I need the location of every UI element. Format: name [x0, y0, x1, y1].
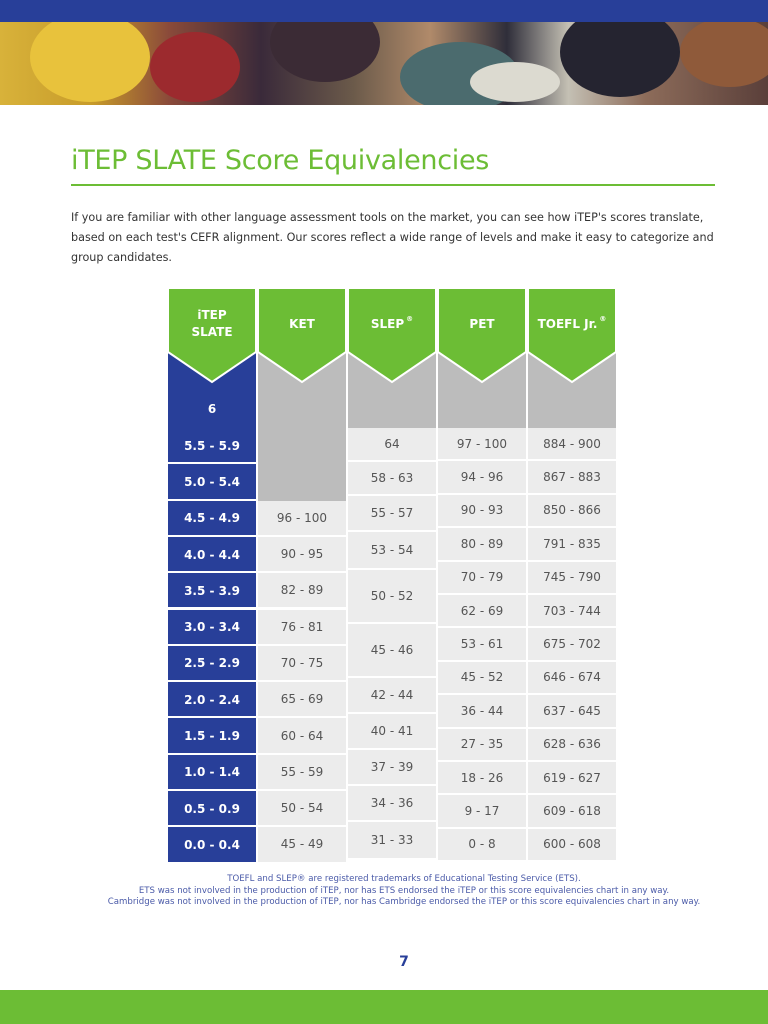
pet-score-cell: 27 - 35 [438, 729, 526, 762]
top-banner-bar [0, 0, 768, 22]
pet-score-cell: 80 - 89 [438, 528, 526, 561]
title-divider [71, 184, 715, 186]
column-header-toefl [528, 288, 616, 384]
itep-score-cell: 1.0 - 1.4 [168, 755, 256, 791]
footer-disclaimers [84, 874, 724, 909]
itep-score-cell: 0.5 - 0.9 [168, 791, 256, 827]
column-header-text: KET [289, 316, 315, 331]
slep-score-cell: 55 - 57 [348, 496, 436, 532]
pet-score-cell: 53 - 61 [438, 628, 526, 661]
column-header-label [438, 304, 526, 344]
column-header-label [348, 304, 436, 344]
column-header-text: PET [469, 316, 495, 331]
toefl-score-cell: 619 - 627 [528, 762, 616, 795]
column-header-label [168, 304, 256, 344]
pet-score-cell: 97 - 100 [438, 428, 526, 461]
column-pet [438, 288, 526, 861]
page-title: iTEP SLATE Score Equivalencies [71, 145, 490, 176]
column-header-label [528, 304, 616, 344]
pet-score-cell: 70 - 79 [438, 562, 526, 595]
score-equivalency-table [168, 288, 618, 861]
slep-score-cell: 37 - 39 [348, 750, 436, 786]
column-header-text: TOEFL Jr. [537, 316, 598, 331]
pet-score-cell: 62 - 69 [438, 595, 526, 628]
toefl-score-cell: 850 - 866 [528, 495, 616, 528]
ket-score-cell: 82 - 89 [258, 573, 346, 609]
slep-score-cell: 34 - 36 [348, 786, 436, 822]
pet-score-cell: 45 - 52 [438, 662, 526, 695]
footer-note: Cambridge was not involved in the production of iTEP, nor has Cambridge endorsed the iTEP or this score equivalencies chart in any way. [107, 897, 701, 907]
itep-score-cell: 4.5 - 4.9 [168, 501, 256, 537]
column-header-text: SLEP [370, 316, 405, 331]
slep-score-cell: 31 - 33 [348, 822, 436, 860]
itep-score-cell: 2.0 - 2.4 [168, 682, 256, 718]
itep-score-cell: 6 [207, 401, 217, 416]
toefl-score-cell: 745 - 790 [528, 562, 616, 595]
column-ket [258, 288, 346, 861]
column-itep [168, 288, 256, 861]
blank-cell [258, 428, 346, 501]
itep-score-cell: 2.5 - 2.9 [168, 646, 256, 682]
pet-score-cell: 94 - 96 [438, 461, 526, 494]
ket-score-cell: 70 - 75 [258, 646, 346, 682]
column-header-label [258, 304, 346, 344]
students-photo [0, 22, 768, 105]
slep-score-cell: 42 - 44 [348, 678, 436, 714]
itep-score-cell: 3.5 - 3.9 [168, 573, 256, 609]
ket-score-cell: 55 - 59 [258, 755, 346, 791]
toefl-score-cell: 637 - 645 [528, 695, 616, 728]
column-slep [348, 288, 436, 861]
ket-score-cell: 65 - 69 [258, 682, 346, 718]
ket-score-cell: 45 - 49 [258, 827, 346, 863]
itep-score-cell: 0.0 - 0.4 [168, 827, 256, 863]
toefl-score-cell: 791 - 835 [528, 528, 616, 561]
ket-score-cell: 50 - 54 [258, 791, 346, 827]
pet-score-cell: 0 - 8 [438, 829, 526, 862]
toefl-score-cell: 646 - 674 [528, 662, 616, 695]
column-header-slep [348, 288, 436, 384]
column-toefl [528, 288, 616, 861]
slep-score-cell: 50 - 52 [348, 570, 436, 624]
slep-score-cell: 45 - 46 [348, 624, 436, 678]
slep-score-cell: 53 - 54 [348, 532, 436, 570]
column-header-pet [438, 288, 526, 384]
registered-mark: ® [406, 314, 414, 323]
ket-score-cell: 60 - 64 [258, 718, 346, 754]
bottom-banner-bar [0, 990, 768, 1024]
page-number: 7 [399, 954, 409, 970]
footer-note: ETS was not involved in the production of iTEP, nor has ETS endorsed the iTEP or this score equivalencies chart in any way. [138, 885, 670, 896]
toefl-score-cell: 703 - 744 [528, 595, 616, 628]
pet-score-cell: 18 - 26 [438, 762, 526, 795]
ket-score-cell: 76 - 81 [258, 610, 346, 646]
itep-score-cell: 1.5 - 1.9 [168, 718, 256, 754]
toefl-score-cell: 675 - 702 [528, 628, 616, 661]
itep-score-cell: 5.5 - 5.9 [168, 428, 256, 464]
toefl-score-cell: 884 - 900 [528, 428, 616, 461]
slep-score-cell: 58 - 63 [348, 462, 436, 496]
pet-score-cell: 9 - 17 [438, 795, 526, 828]
toefl-score-cell: 628 - 636 [528, 729, 616, 762]
registered-mark: ® [599, 314, 607, 323]
column-header-ket [258, 288, 346, 384]
ket-score-cell: 96 - 100 [258, 501, 346, 537]
column-header-text: iTEP SLATE [191, 308, 233, 339]
footer-note: TOEFL and SLEP® are registered trademarks of Educational Testing Service (ETS). [227, 874, 581, 884]
intro-paragraph: If you are familiar with other language assessment tools on the market, you can see how iTEP's scores translate, based on each test's CEFR alignment. Our scores reflect a wide range of levels and make it easy to categorize and group candidates. [71, 211, 714, 264]
ket-score-cell: 90 - 95 [258, 537, 346, 573]
slep-score-cell: 40 - 41 [348, 714, 436, 750]
itep-score-cell: 3.0 - 3.4 [168, 610, 256, 646]
toefl-score-cell: 600 - 608 [528, 829, 616, 862]
toefl-score-cell: 609 - 618 [528, 795, 616, 828]
toefl-score-cell: 867 - 883 [528, 461, 616, 494]
slep-score-cell: 64 [348, 428, 436, 462]
pet-score-cell: 36 - 44 [438, 695, 526, 728]
column-header-itep [168, 288, 256, 384]
pet-score-cell: 90 - 93 [438, 495, 526, 528]
itep-score-cell: 4.0 - 4.4 [168, 537, 256, 573]
itep-score-cell: 5.0 - 5.4 [168, 464, 256, 500]
